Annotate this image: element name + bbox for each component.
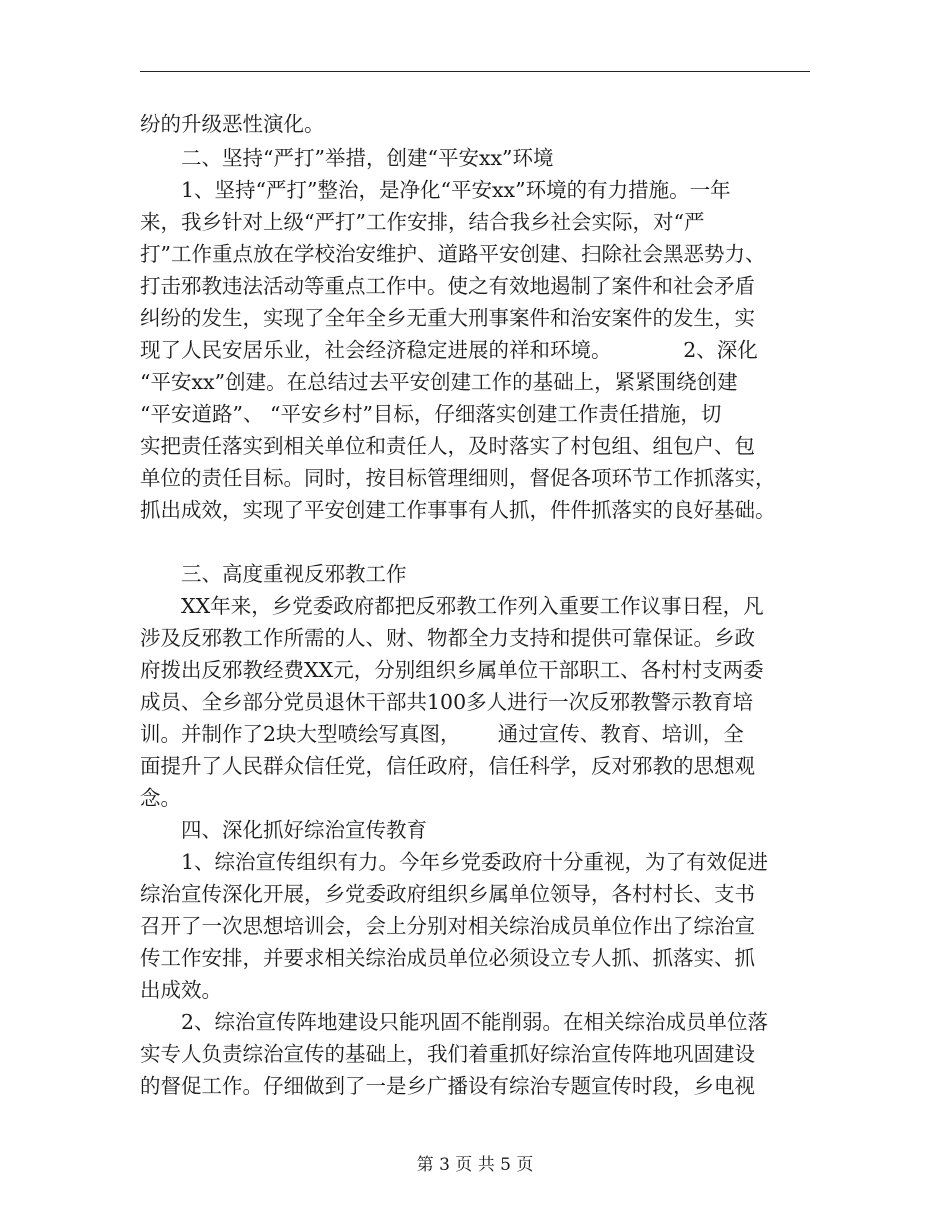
text-line: 现了人民安居乐业，社会经济稳定进展的祥和环境。 2、深化 bbox=[140, 338, 758, 362]
text-line: “平安xx”创建。在总结过去平安创建工作的基础上，紧紧围绕创建 bbox=[140, 370, 738, 394]
text-line: 打击邪教违法活动等重点工作中。使之有效地遏制了案件和社会矛盾 bbox=[140, 274, 755, 298]
text-line: 单位的责任目标。同时，按目标管理细则，督促各项环节工作抓落实， bbox=[140, 466, 776, 490]
text-line: 纠纷的发生，实现了全年全乡无重大刑事案件和治安案件的发生，实 bbox=[140, 306, 755, 330]
text-line: 的督促工作。仔细做到了一是乡广播设有综治专题宣传时段，乡电视 bbox=[140, 1074, 755, 1098]
text-line: 涉及反邪教工作所需的人、财、物都全力支持和提供可靠保证。乡政 bbox=[140, 626, 755, 650]
text-line: 实把责任落实到相关单位和责任人，及时落实了村包组、组包户、包 bbox=[140, 434, 755, 458]
text-line: “平安道路”、 “平安乡村”目标，仔细落实创建工作责任措施，切 bbox=[140, 402, 722, 426]
text-line: 2、综治宣传阵地建设只能巩固不能削弱。在相关综治成员单位落 bbox=[140, 1010, 769, 1034]
text-line: 综治宣传深化开展，乡党委政府组织乡属单位领导，各村村长、支书 bbox=[140, 882, 755, 906]
text-line: XX年来，乡党委政府都把反邪教工作列入重要工作议事日程，凡 bbox=[140, 594, 764, 618]
text-line: 府拨出反邪教经费XX元，分别组织乡属单位干部职工、各村村支两委 bbox=[140, 658, 764, 682]
text-line: 训。并制作了2块大型喷绘写真图， 通过宣传、教育、培训，全 bbox=[140, 722, 744, 746]
page-number: 第 3 页 共 5 页 bbox=[416, 1155, 534, 1175]
text-line: 念。 bbox=[140, 786, 181, 810]
text-line: 成员、全乡部分党员退休干部共100多人进行一次反邪教警示教育培 bbox=[140, 690, 754, 714]
text-line: 召开了一次思想培训会，会上分别对相关综治成员单位作出了综治宣 bbox=[140, 914, 755, 938]
section-heading: 二、坚持“严打”举措，创建“平安xx”环境 bbox=[140, 146, 554, 170]
text-line: 纷的升级恶性演化。 bbox=[140, 112, 325, 136]
header-rule bbox=[140, 71, 810, 72]
text-line: 实专人负责综治宣传的基础上，我们着重抓好综治宣传阵地巩固建设 bbox=[140, 1042, 755, 1066]
text-line: 来，我乡针对上级“严打”工作安排，结合我乡社会实际，对“严 bbox=[140, 210, 705, 234]
text-line: 1、综治宣传组织有力。今年乡党委政府十分重视，为了有效促进 bbox=[140, 850, 769, 874]
text-line: 出成效。 bbox=[140, 978, 222, 1002]
text-line: 打”工作重点放在学校治安维护、道路平安创建、扫除社会黑恶势力、 bbox=[140, 242, 766, 266]
section-heading: 三、高度重视反邪教工作 bbox=[140, 562, 407, 586]
section-heading: 四、深化抓好综治宣传教育 bbox=[140, 818, 427, 842]
text-line: 1、坚持“严打”整治，是净化“平安xx”环境的有力措施。一年 bbox=[140, 178, 731, 202]
text-line: 面提升了人民群众信任党，信任政府，信任科学，反对邪教的思想观 bbox=[140, 754, 755, 778]
text-line: 抓出成效，实现了平安创建工作事事有人抓，件件抓落实的良好基础。 bbox=[140, 498, 776, 522]
text-line: 传工作安排，并要求相关综治成员单位必须设立专人抓、抓落实、抓 bbox=[140, 946, 755, 970]
